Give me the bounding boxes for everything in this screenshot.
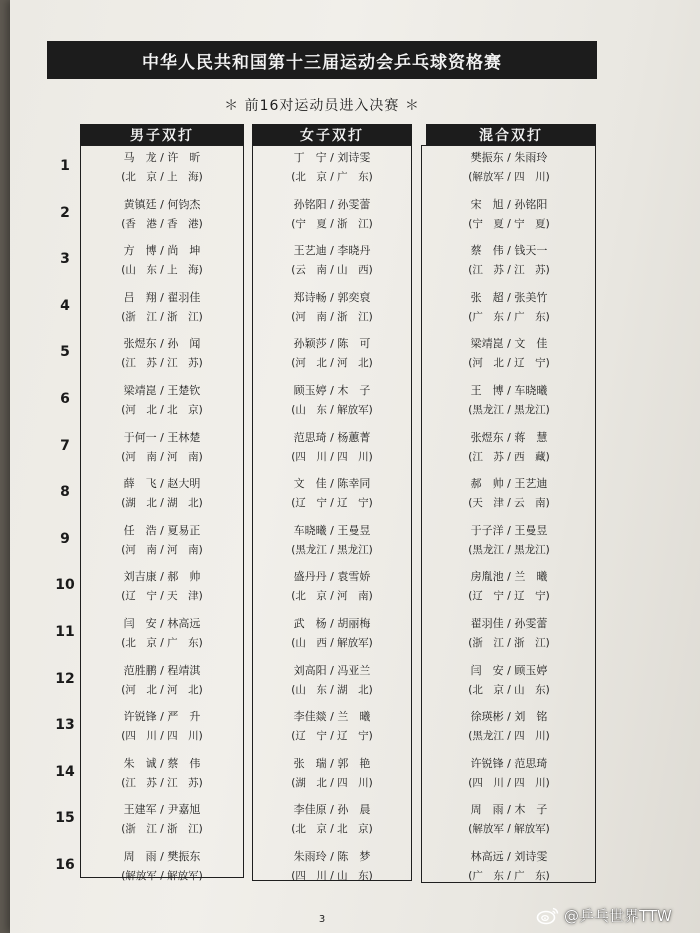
pair-provinces: (黑龙江 / 黑龙江) <box>468 543 550 556</box>
pair-provinces: (解放军 / 解放军) <box>468 823 550 836</box>
pair-cell-mixed-doubles <box>424 710 594 743</box>
pair-cell-womens-doubles <box>254 384 410 417</box>
page-number: 3 <box>318 914 326 925</box>
pair-cell-mens-doubles <box>82 617 242 650</box>
pair-names: 张煜东 / 孙 闻 <box>123 337 201 351</box>
pair-names: 蔡 伟 / 钱天一 <box>470 244 548 258</box>
pair-cell-mixed-doubles <box>424 384 594 417</box>
pair-names: 徐瑛彬 / 刘 铭 <box>470 710 548 724</box>
pair-names: 丁 宁 / 刘诗雯 <box>293 151 371 164</box>
pair-provinces: (解放军 / 四 川) <box>468 171 550 183</box>
pair-names: 车晓曦 / 王曼昱 <box>293 523 371 537</box>
pair-provinces: (黑龙江 / 黑龙江) <box>468 404 550 416</box>
pair-names: 周 雨 / 木 子 <box>470 803 548 817</box>
pair-cell-mixed-doubles <box>424 757 594 790</box>
row-number: 12 <box>55 670 75 687</box>
pair-cell-mixed-doubles <box>424 244 594 277</box>
column-header-mens-doubles: 男子双打 <box>80 124 244 145</box>
pair-names: 林高远 / 刘诗雯 <box>470 850 548 863</box>
pair-provinces: (云 南 / 山 西) <box>291 264 373 277</box>
pair-provinces: (四 川 / 山 东) <box>291 870 373 882</box>
pair-names: 黄镇廷 / 何钧杰 <box>123 197 201 211</box>
row-number: 3 <box>60 251 70 268</box>
pair-names: 刘吉康 / 郝 帅 <box>123 570 201 584</box>
pair-cell-mens-doubles <box>82 710 242 743</box>
pair-names: 郑诗畅 / 郭奕裒 <box>293 290 371 304</box>
pair-names: 许锐锋 / 范思琦 <box>470 756 548 770</box>
row-number: 9 <box>60 530 70 547</box>
pair-provinces: (宁 夏 / 宁 夏) <box>468 217 550 230</box>
pair-names: 房胤池 / 兰 曦 <box>470 570 548 584</box>
pair-cell-mens-doubles <box>82 384 242 417</box>
row-number: 6 <box>60 391 70 407</box>
row-number: 1 <box>60 158 70 174</box>
pair-provinces: (天 津 / 云 南) <box>468 497 550 510</box>
pair-names: 武 杨 / 胡丽梅 <box>293 617 371 630</box>
pair-cell-mixed-doubles <box>424 198 594 231</box>
pair-provinces: (北 京 / 山 东) <box>468 683 550 696</box>
pair-provinces: (黑龙江 / 四 川) <box>468 730 550 743</box>
pair-cell-mens-doubles <box>82 570 242 603</box>
pair-provinces: (河 北 / 河 北) <box>121 683 203 696</box>
pair-provinces: (河 南 / 浙 江) <box>291 310 373 323</box>
row-number: 10 <box>55 577 75 594</box>
pair-cell-mens-doubles <box>82 757 242 790</box>
pair-cell-mens-doubles <box>82 664 242 697</box>
pair-cell-mixed-doubles <box>424 431 594 464</box>
pair-cell-mens-doubles <box>82 337 242 370</box>
pair-names: 范胜鹏 / 程靖淇 <box>123 663 201 677</box>
row-number: 4 <box>60 297 70 314</box>
pair-cell-mixed-doubles <box>424 570 594 603</box>
pair-provinces: (广 东 / 广 东) <box>468 310 550 323</box>
pair-provinces: (江 苏 / 江 苏) <box>121 357 203 370</box>
pair-cell-womens-doubles <box>254 524 410 557</box>
pair-cell-womens-doubles <box>254 337 410 370</box>
row-number: 2 <box>60 204 70 221</box>
pair-provinces: (湖 北 / 四 川) <box>291 776 373 789</box>
pair-names: 朱 诚 / 蔡 伟 <box>123 756 201 770</box>
pair-names: 朱雨玲 / 陈 梦 <box>293 850 371 863</box>
pair-names: 于子洋 / 王曼昱 <box>470 523 548 537</box>
pair-names: 薛 飞 / 赵大明 <box>123 477 201 491</box>
pair-cell-womens-doubles <box>254 244 410 277</box>
row-number: 11 <box>55 624 75 640</box>
pair-names: 梁靖崑 / 王楚钦 <box>123 384 201 397</box>
pair-names: 王建军 / 尹嘉旭 <box>123 803 201 817</box>
pair-cell-mens-doubles <box>82 477 242 510</box>
pair-cell-mixed-doubles <box>424 664 594 697</box>
pair-provinces: (江 苏 / 江 苏) <box>121 776 203 789</box>
pair-names: 闫 安 / 顾玉婷 <box>470 663 548 677</box>
column-header-womens-doubles: 女子双打 <box>252 124 412 145</box>
pair-provinces: (山 西 / 解放军) <box>291 637 373 649</box>
pair-names: 张 瑞 / 郭 艳 <box>293 756 371 770</box>
pair-names: 孙颖莎 / 陈 可 <box>293 337 371 351</box>
pair-names: 孙铭阳 / 孙雯蕾 <box>293 197 371 211</box>
pair-provinces: (北 京 / 北 京) <box>291 823 373 836</box>
pair-cell-womens-doubles <box>254 570 410 603</box>
pair-names: 宋 旭 / 孙铭阳 <box>470 197 548 211</box>
pair-provinces: (宁 夏 / 浙 江) <box>291 217 373 230</box>
pair-cell-mixed-doubles <box>424 477 594 510</box>
pair-names: 郝 帅 / 王艺迪 <box>470 477 548 491</box>
pair-provinces: (辽 宁 / 辽 宁) <box>468 590 550 603</box>
pair-cell-womens-doubles <box>254 151 410 184</box>
pair-provinces: (河 南 / 河 南) <box>121 450 203 463</box>
pair-provinces: (四 川 / 四 川) <box>121 730 203 743</box>
pair-names: 刘高阳 / 冯亚兰 <box>293 663 371 677</box>
pair-cell-mens-doubles <box>82 850 242 883</box>
pair-provinces: (北 京 / 上 海) <box>121 171 203 183</box>
pair-names: 盛丹丹 / 袁雪娇 <box>293 570 371 584</box>
pair-cell-mens-doubles <box>82 524 242 557</box>
pair-cell-mens-doubles <box>82 198 242 231</box>
pair-provinces: (山 东 / 上 海) <box>121 264 203 277</box>
pair-cell-womens-doubles <box>254 291 410 324</box>
watermark-text: @乒乓世界TTW <box>564 906 672 925</box>
pair-provinces: (解放军 / 解放军) <box>121 870 203 882</box>
row-number: 8 <box>60 484 70 501</box>
pair-cell-womens-doubles <box>254 710 410 743</box>
pair-cell-mixed-doubles <box>424 803 594 836</box>
pair-provinces: (北 京 / 广 东) <box>121 637 203 649</box>
pair-provinces: (河 北 / 北 京) <box>121 404 203 416</box>
pair-names: 王艺迪 / 李晓丹 <box>293 244 371 258</box>
row-number: 16 <box>55 857 75 873</box>
pair-provinces: (辽 宁 / 辽 宁) <box>291 730 373 743</box>
pair-cell-womens-doubles <box>254 757 410 790</box>
pair-cell-mixed-doubles <box>424 337 594 370</box>
pair-names: 李佳原 / 孙 晨 <box>293 803 371 817</box>
row-number: 5 <box>60 344 70 361</box>
pair-names: 方 博 / 尚 坤 <box>123 244 201 258</box>
pair-cell-womens-doubles <box>254 431 410 464</box>
pair-cell-womens-doubles <box>254 850 410 883</box>
pair-cell-mixed-doubles <box>424 617 594 650</box>
pair-names: 范思琦 / 杨蕙菁 <box>293 430 371 444</box>
pair-cell-mens-doubles <box>82 803 242 836</box>
pair-provinces: (湖 北 / 湖 北) <box>121 497 203 510</box>
pair-provinces: (江 苏 / 江 苏) <box>468 264 550 277</box>
pair-names: 梁靖崑 / 文 佳 <box>470 337 548 351</box>
pair-provinces: (辽 宁 / 辽 宁) <box>291 497 373 510</box>
pair-cell-mixed-doubles <box>424 524 594 557</box>
pair-cell-mens-doubles <box>82 151 242 184</box>
pair-cell-womens-doubles <box>254 198 410 231</box>
document-subtitle: ＊ 前16对运动员进入决赛 ＊ <box>224 98 420 114</box>
pair-names: 翟羽佳 / 孙雯蕾 <box>470 617 548 630</box>
row-number: 15 <box>55 810 75 827</box>
pair-cell-mens-doubles <box>82 244 242 277</box>
pair-names: 顾玉婷 / 木 子 <box>293 384 371 397</box>
pair-provinces: (广 东 / 广 东) <box>468 870 550 882</box>
pair-names: 樊振东 / 朱雨玲 <box>470 151 548 164</box>
pair-names: 李佳燚 / 兰 曦 <box>293 710 371 724</box>
pair-cell-mixed-doubles <box>424 291 594 324</box>
pair-cell-womens-doubles <box>254 803 410 836</box>
pair-names: 任 浩 / 夏易正 <box>123 523 201 537</box>
row-number: 13 <box>55 717 75 734</box>
pair-names: 张煜东 / 蒋 慧 <box>470 430 548 444</box>
pair-cell-womens-doubles <box>254 477 410 510</box>
pair-provinces: (香 港 / 香 港) <box>121 217 203 230</box>
pair-cell-mens-doubles <box>82 431 242 464</box>
pair-provinces: (浙 江 / 浙 江) <box>468 637 550 649</box>
pair-provinces: (北 京 / 广 东) <box>291 171 373 183</box>
pair-names: 王 博 / 车晓曦 <box>470 384 548 397</box>
pair-provinces: (山 东 / 湖 北) <box>291 683 373 696</box>
document-title: 中华人民共和国第十三届运动会乒乓球资格赛 <box>47 41 597 79</box>
pair-names: 张 超 / 张美竹 <box>470 290 548 304</box>
pair-provinces: (河 南 / 河 南) <box>121 543 203 556</box>
pair-provinces: (浙 江 / 浙 江) <box>121 310 203 323</box>
pair-names: 于何一 / 王林楚 <box>123 430 201 444</box>
pair-provinces: (江 苏 / 西 藏) <box>468 450 550 463</box>
pair-names: 马 龙 / 许 昕 <box>123 151 201 164</box>
pair-provinces: (北 京 / 河 南) <box>291 590 373 603</box>
pair-cell-womens-doubles <box>254 617 410 650</box>
pair-names: 吕 翔 / 翟羽佳 <box>123 290 201 304</box>
pair-cell-mens-doubles <box>82 291 242 324</box>
row-number: 14 <box>55 763 75 780</box>
pair-provinces: (河 北 / 河 北) <box>291 357 373 370</box>
pair-names: 许锐锋 / 严 升 <box>123 710 201 724</box>
pair-provinces: (浙 江 / 浙 江) <box>121 823 203 836</box>
column-header-mixed-doubles: 混合双打 <box>426 124 596 145</box>
pair-provinces: (四 川 / 四 川) <box>468 776 550 789</box>
pair-provinces: (辽 宁 / 天 津) <box>121 590 203 603</box>
pair-cell-womens-doubles <box>254 664 410 697</box>
pair-provinces: (四 川 / 四 川) <box>291 450 373 463</box>
row-number: 7 <box>60 437 70 454</box>
pair-names: 周 雨 / 樊振东 <box>123 850 201 863</box>
pair-cell-mixed-doubles <box>424 151 594 184</box>
pair-cell-mixed-doubles <box>424 850 594 883</box>
pair-provinces: (黑龙江 / 黑龙江) <box>291 543 373 556</box>
pair-names: 闫 安 / 林高远 <box>123 617 201 630</box>
watermark <box>536 903 672 927</box>
pair-provinces: (山 东 / 解放军) <box>291 404 373 416</box>
pair-names: 文 佳 / 陈幸同 <box>293 477 371 491</box>
pair-provinces: (河 北 / 辽 宁) <box>468 357 550 370</box>
weibo-icon <box>536 905 560 925</box>
